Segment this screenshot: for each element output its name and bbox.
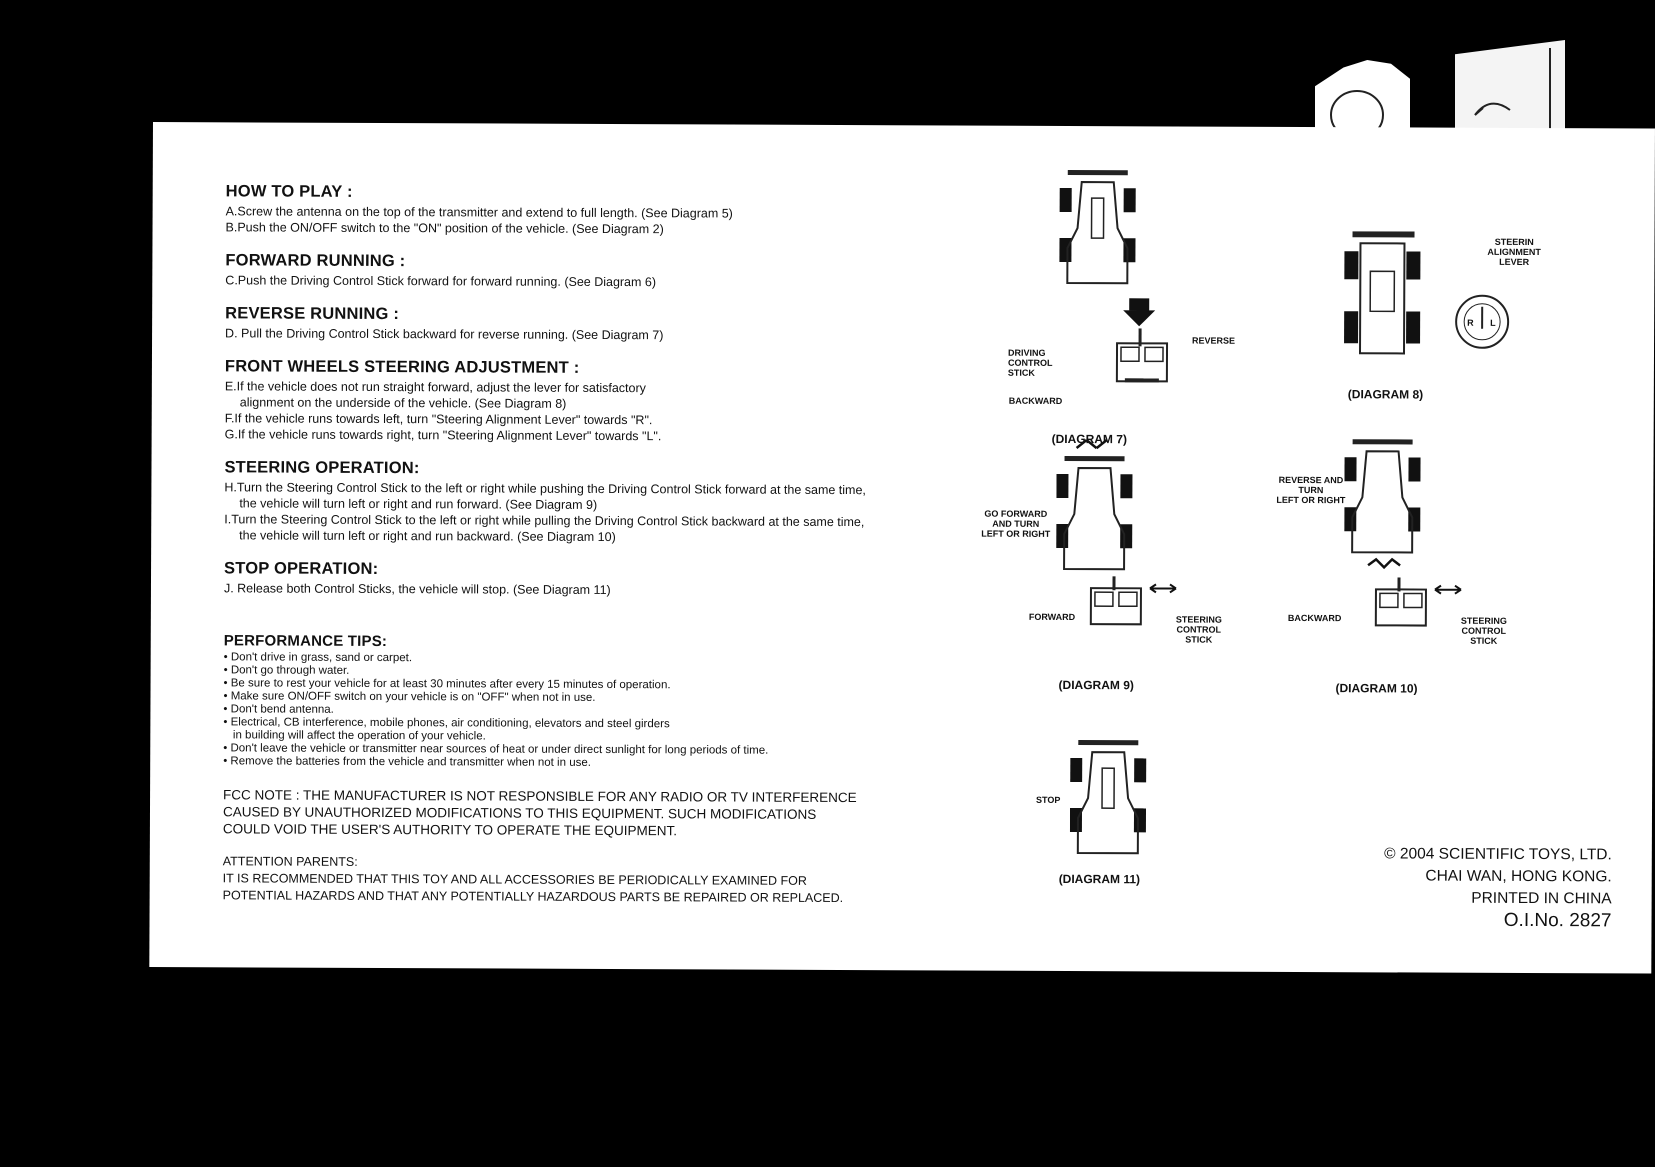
alignment-lever-icon (1447, 287, 1517, 357)
instruction-line: G.If the vehicle runs towards right, turn "Steering Alignment Lever" towards "L". (224, 427, 662, 444)
attention-title: ATTENTION PARENTS: (222, 854, 358, 869)
tip-item: • Don't leave the vehicle or transmitter near sources of heat or under direct sunlight for long periods of time. (223, 742, 769, 757)
forward-label: FORWARD (1028, 611, 1076, 623)
tip-item: • Be sure to rest your vehicle for at least 30 minutes after every 15 minutes of operation. (223, 677, 671, 692)
copyright-block (1384, 843, 1612, 932)
instruction-section (224, 458, 924, 546)
printed-line: PRINTED IN CHINA (1471, 889, 1612, 908)
instruction-line: the vehicle will turn left or right and run backward. (See Diagram 10) (239, 528, 616, 545)
diagram-8-caption: (DIAGRAM 8) (1347, 387, 1424, 402)
tips-heading: PERFORMANCE TIPS: (223, 632, 388, 651)
steering-control-stick-label: STEERING CONTROL STICK (1460, 615, 1507, 646)
transmitter-icon (1081, 576, 1151, 636)
steering-control-stick-label: STEERING CONTROL STICK (1175, 614, 1222, 645)
instruction-line: H.Turn the Steering Control Stick to the left or right while pushing the Driving Control Stick forward at the same time, (224, 480, 866, 498)
section-heading: REVERSE RUNNING : (225, 304, 400, 324)
section-heading: STEERING OPERATION: (224, 458, 420, 478)
left-right-arrow-icon (1148, 582, 1178, 594)
instruction-line: alignment on the underside of the vehicle. (See Diagram 8) (239, 395, 567, 411)
instruction-line: E.If the vehicle does not run straight forward, adjust the lever for satisfactory (224, 379, 646, 396)
instruction-line: I.Turn the Steering Control Stick to the left or right while pulling the Driving Control Stick backward at the same time, (224, 512, 865, 530)
tip-item: • Don't go through water. (223, 664, 350, 677)
driving-control-stick-label: DRIVING CONTROL STICK (1007, 347, 1053, 378)
instruction-line: the vehicle will turn left or right and run forward. (See Diagram 9) (239, 496, 598, 512)
instruction-line: B.Push the ON/OFF switch to the "ON" position of the vehicle. (See Diagram 2) (225, 220, 664, 237)
performance-tips (223, 632, 924, 771)
instruction-sheet (149, 122, 1655, 974)
l-mark: L (1490, 317, 1496, 328)
instruction-line: A.Screw the antenna on the top of the transmitter and extend to full length. (See Diagram 5) (225, 204, 733, 221)
diagram-10-caption: (DIAGRAM 10) (1335, 681, 1418, 696)
attention-line: POTENTIAL HAZARDS AND THAT ANY POTENTIALLY HAZARDOUS PARTS BE REPAIRED OR REPLACED. (222, 888, 844, 906)
diagram-7-caption: (DIAGRAM 7) (1051, 431, 1127, 447)
instruction-section (224, 559, 924, 599)
section-heading: FORWARD RUNNING : (225, 251, 406, 271)
circle-marking-icon (1315, 60, 1410, 135)
tip-item: • Remove the batteries from the vehicle and transmitter when not in use. (223, 755, 591, 769)
section-heading: FRONT WHEELS STEERING ADJUSTMENT : (224, 357, 580, 377)
section-heading: STOP OPERATION: (224, 559, 379, 578)
go-forward-turn-label: GO FORWARD AND TURN LEFT OR RIGHT (981, 508, 1051, 539)
attention-line: IT IS RECOMMENDED THAT THIS TOY AND ALL ACCESSORIES BE PERIODICALLY EXAMINED FOR (222, 871, 807, 888)
copyright-line: © 2004 SCIENTIFIC TOYS, LTD. (1384, 845, 1612, 864)
fcc-line: CAUSED BY UNAUTHORIZED MODIFICATIONS TO THIS EQUIPMENT. SUCH MODIFICATIONS (222, 804, 817, 822)
r-mark: R (1467, 317, 1474, 328)
left-right-arrow-icon (1433, 584, 1463, 596)
section-heading: HOW TO PLAY : (225, 182, 353, 201)
car-forward-turn-icon (1056, 436, 1187, 577)
car-reverse-icon (1007, 168, 1218, 344)
diagram-9-caption: (DIAGRAM 9) (1058, 677, 1134, 693)
instruction-line: J. Release both Control Sticks, the vehicle will stop. (See Diagram 11) (223, 581, 611, 598)
reverse-label: REVERSE (1192, 335, 1236, 346)
backward-label: BACKWARD (1008, 395, 1063, 406)
stop-label: STOP (1036, 794, 1061, 805)
car-stop-icon (1070, 738, 1161, 858)
instructions-column (223, 182, 926, 923)
tip-item: in building will affect the operation of your vehicle. (223, 729, 486, 743)
attention-parents (223, 853, 923, 907)
instruction-section (225, 357, 925, 445)
tip-item: • Electrical, CB interference, mobile phones, air conditioning, elevators and steel girders (223, 716, 670, 731)
tips-list (223, 651, 924, 771)
location-line: CHAI WAN, HONG KONG. (1425, 867, 1612, 886)
car-underside-icon (1342, 231, 1433, 361)
fcc-note (223, 786, 923, 840)
arrow-marking-icon (1455, 40, 1565, 135)
paper-scrap (1315, 60, 1410, 135)
steering-alignment-lever-label: STEERIN ALIGNMENT LEVER (1487, 236, 1541, 268)
fcc-line: FCC NOTE : THE MANUFACTURER IS NOT RESPONSIBLE FOR ANY RADIO OR TV INTERFERENCE (223, 787, 857, 806)
backward-label: BACKWARD (1287, 612, 1342, 624)
instruction-line: C.Push the Driving Control Stick forward for forward running. (See Diagram 6) (225, 273, 657, 290)
instruction-line: D. Pull the Driving Control Stick backward for reverse running. (See Diagram 7) (225, 326, 664, 343)
car-reverse-turn-icon (1344, 437, 1445, 577)
transmitter-icon (1366, 577, 1436, 637)
tip-item: • Don't bend antenna. (223, 703, 334, 716)
paper-scrap-2 (1455, 40, 1565, 135)
transmitter-icon (1107, 328, 1177, 398)
tip-item: • Make sure ON/OFF switch on your vehicle is on "OFF" when not in use. (223, 690, 596, 704)
fcc-line: COULD VOID THE USER'S AUTHORITY TO OPERATE THE EQUIPMENT. (222, 821, 678, 839)
instruction-section (226, 182, 926, 238)
diagram-11-caption: (DIAGRAM 11) (1058, 871, 1141, 887)
instruction-sections (224, 182, 926, 599)
oi-number: O.I.No. 2827 (1503, 909, 1612, 932)
instruction-section (225, 251, 925, 291)
instruction-line: F.If the vehicle runs towards left, turn "Steering Alignment Lever" towards "R". (224, 411, 653, 428)
tip-item: • Don't drive in grass, sand or carpet. (223, 651, 413, 665)
reverse-turn-label: REVERSE AND TURN LEFT OR RIGHT (1276, 474, 1346, 506)
instruction-section (225, 304, 925, 344)
